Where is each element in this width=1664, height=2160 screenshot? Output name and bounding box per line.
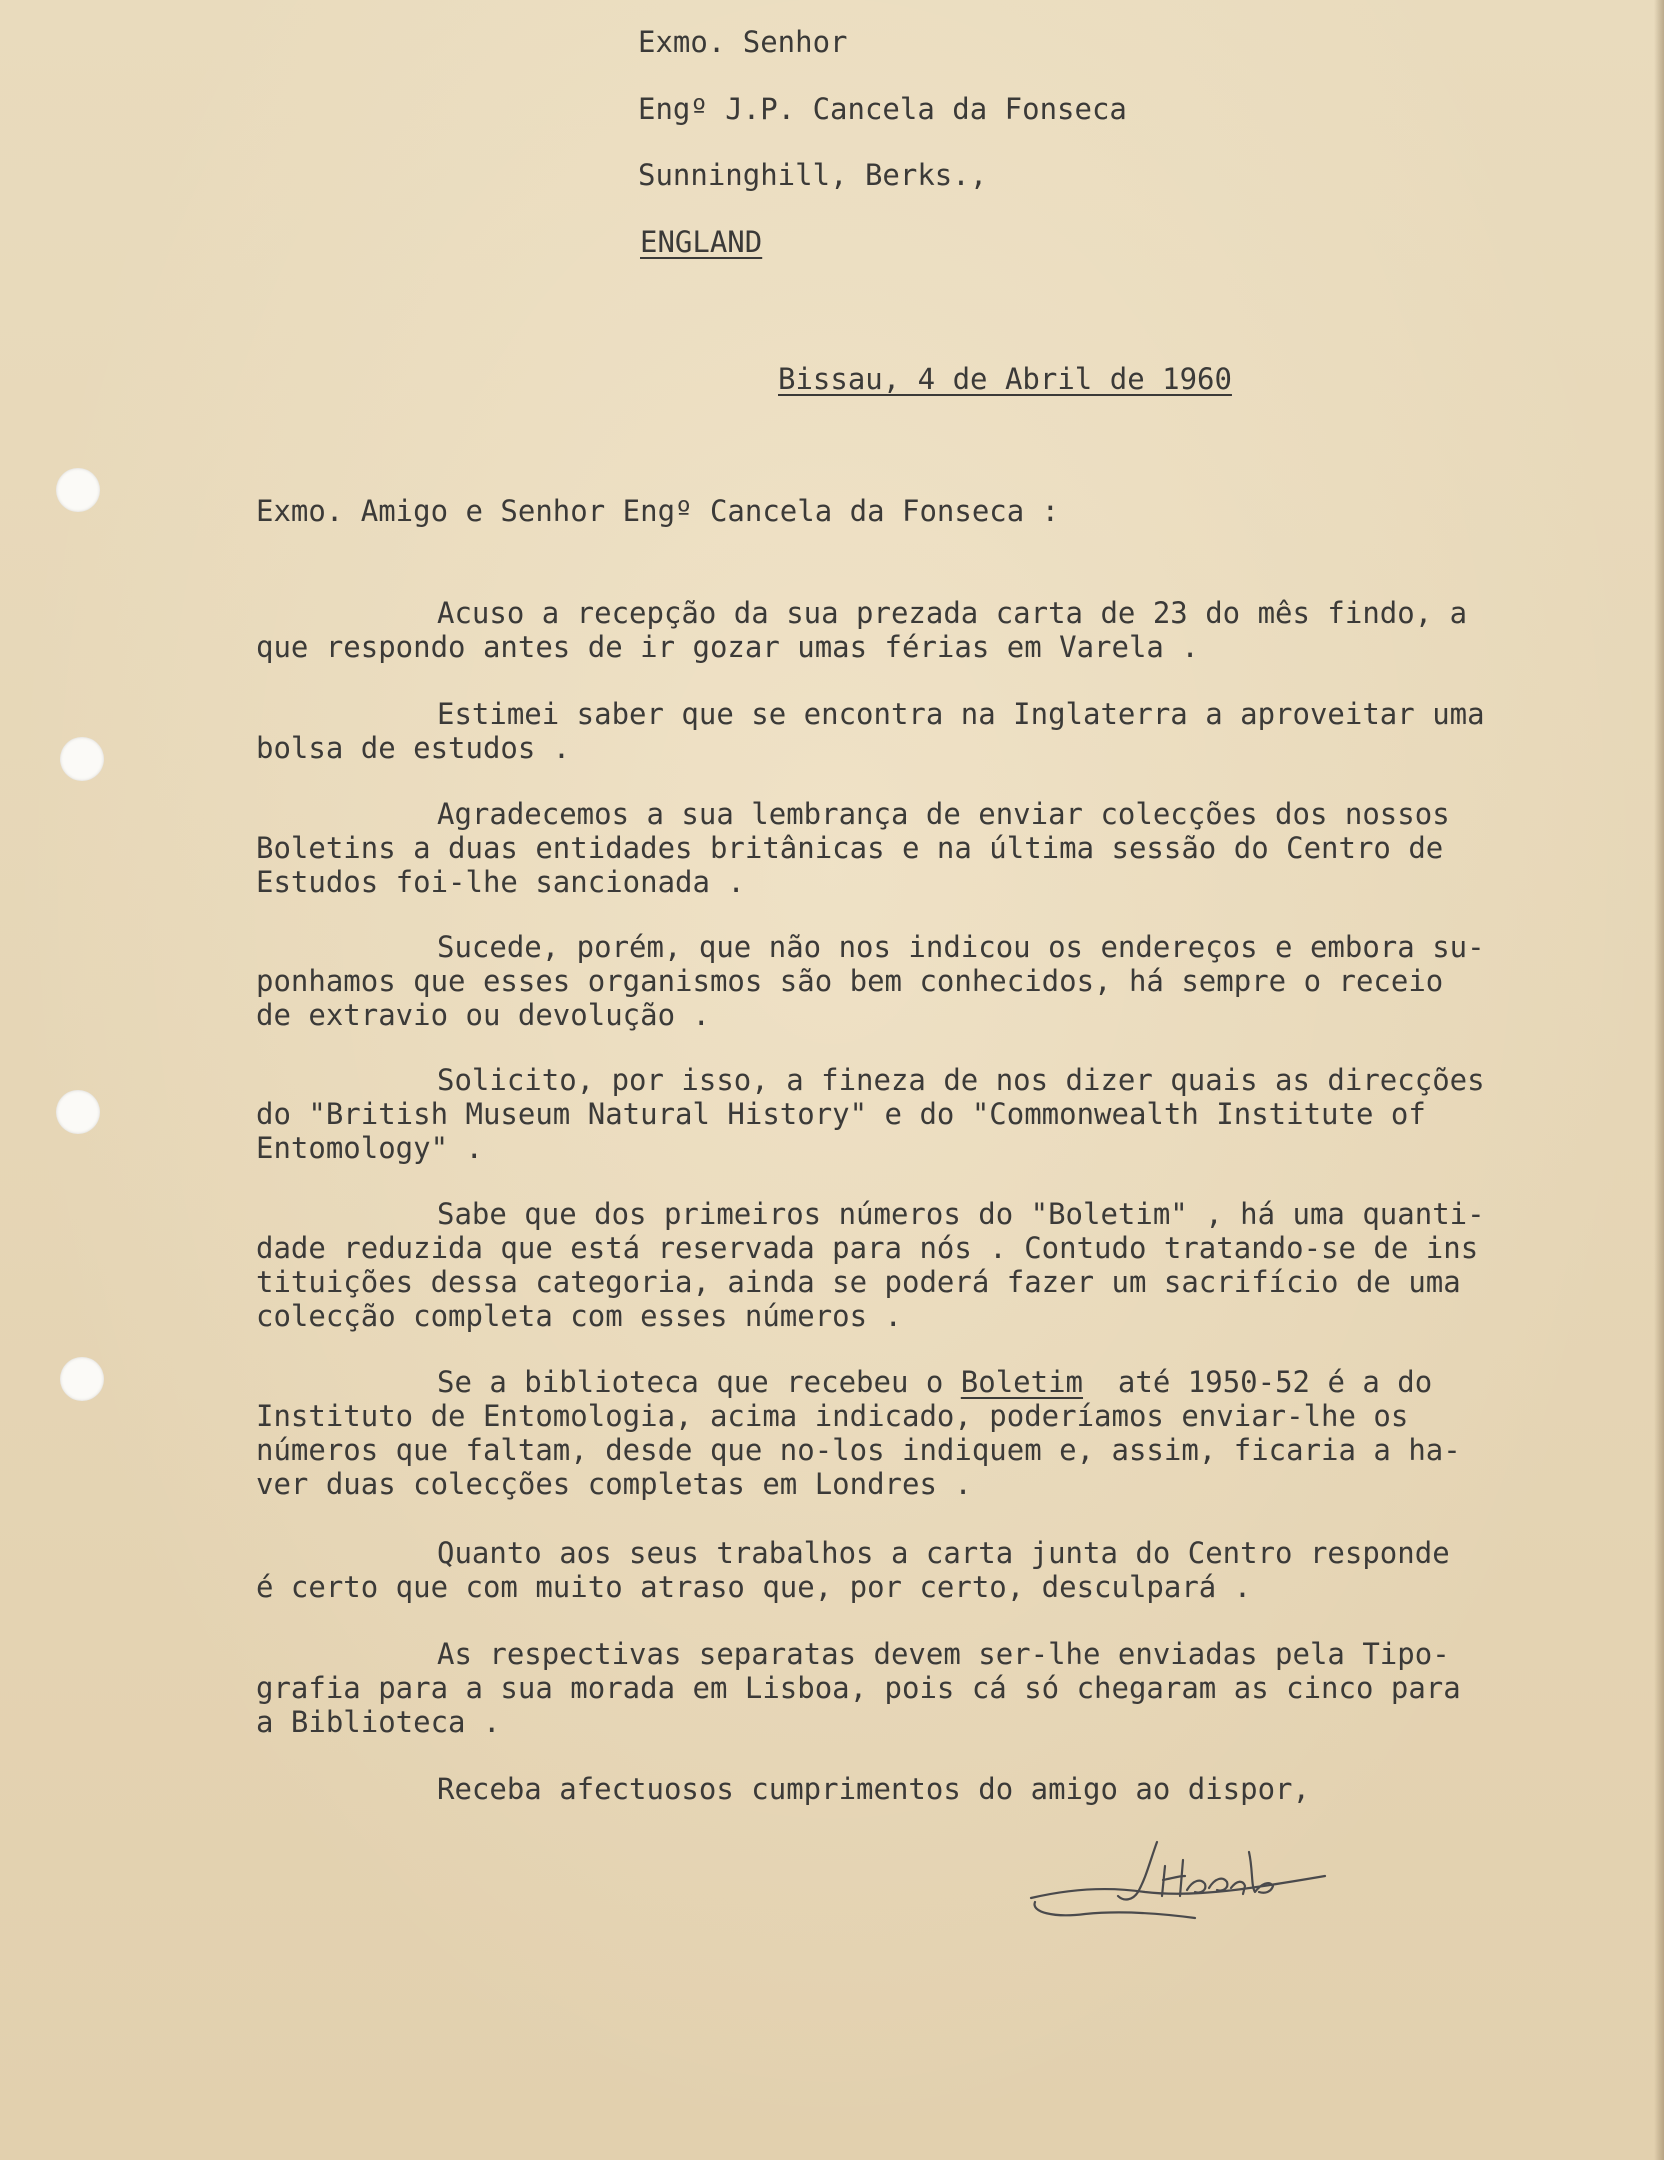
address-line-4: ENGLAND	[640, 225, 763, 259]
paragraph-6-line-3: tituições dessa categoria, ainda se poderá fazer um sacrifício de uma	[256, 1265, 1461, 1299]
date-line: Bissau, 4 de Abril de 1960	[778, 362, 1232, 396]
address-line-3: Sunninghill, Berks.,	[638, 158, 988, 192]
signature-image	[1025, 1830, 1345, 1930]
address-line-1: Exmo. Senhor	[638, 25, 848, 59]
paragraph-6-line-4: colecção completa com esses números .	[256, 1299, 903, 1333]
paragraph-3-line-3: Estudos foi-lhe sancionada .	[256, 865, 745, 899]
punch-hole	[56, 468, 100, 512]
punch-hole	[60, 1357, 104, 1401]
paragraph-9-line-2: grafia para a sua morada em Lisboa, pois cá só chegaram as cinco para	[256, 1671, 1461, 1705]
closing-line: Receba afectuosos cumprimentos do amigo ao dispor,	[437, 1772, 1310, 1806]
paragraph-6-line-2: dade reduzida que está reservada para nós . Contudo tratando-se de ins	[256, 1231, 1479, 1265]
paragraph-1-line-1: Acuso a recepção da sua prezada carta de 23 do mês findo, a	[437, 596, 1468, 630]
paragraph-8-line-1: Quanto aos seus trabalhos a carta junta do Centro responde	[437, 1536, 1450, 1570]
paragraph-3-line-2: Boletins a duas entidades britânicas e na última sessão do Centro de	[256, 831, 1444, 865]
paragraph-7-line-1-after: até 1950-52 é a do	[1083, 1365, 1433, 1399]
punch-hole	[56, 1090, 100, 1134]
paragraph-7-line-3: números que faltam, desde que no-los indiquem e, assim, ficaria a ha-	[256, 1433, 1461, 1467]
paragraph-9-line-3: a Biblioteca .	[256, 1705, 501, 1739]
salutation: Exmo. Amigo e Senhor Engº Cancela da Fonseca :	[256, 494, 1060, 528]
paragraph-6-line-1: Sabe que dos primeiros números do "Boletim" , há uma quanti-	[437, 1197, 1485, 1231]
paragraph-8-line-2: é certo que com muito atraso que, por certo, desculpará .	[256, 1570, 1252, 1604]
paragraph-1-line-2: que respondo antes de ir gozar umas férias em Varela .	[256, 630, 1199, 664]
paragraph-3-line-1: Agradecemos a sua lembrança de enviar colecções dos nossos	[437, 797, 1450, 831]
paragraph-2-line-1: Estimei saber que se encontra na Inglaterra a aproveitar uma	[437, 697, 1485, 731]
paragraph-5-line-3: Entomology" .	[256, 1131, 483, 1165]
punch-hole	[60, 737, 104, 781]
paragraph-4-line-3: de extravio ou devolução .	[256, 998, 710, 1032]
paragraph-4-line-2: ponhamos que esses organismos são bem conhecidos, há sempre o receio	[256, 964, 1444, 998]
paragraph-5-line-1: Solicito, por isso, a fineza de nos dizer quais as direcções	[437, 1063, 1485, 1097]
paragraph-4-line-1: Sucede, porém, que não nos indicou os endereços e embora su-	[437, 930, 1485, 964]
paragraph-7-line-1	[437, 1365, 1432, 1399]
boletim-underlined: Boletim	[960, 1365, 1084, 1399]
paragraph-7-line-2: Instituto de Entomologia, acima indicado, poderíamos enviar-lhe os	[256, 1399, 1409, 1433]
paragraph-2-line-2: bolsa de estudos .	[256, 731, 571, 765]
page-edge-shadow	[1654, 0, 1664, 2160]
paragraph-5-line-2: do "British Museum Natural History" e do "Commonwealth Institute of	[256, 1097, 1426, 1131]
paragraph-7-line-1-before: Se a biblioteca que recebeu o	[437, 1365, 961, 1399]
paragraph-7-line-4: ver duas colecções completas em Londres .	[256, 1467, 972, 1501]
paragraph-9-line-1: As respectivas separatas devem ser-lhe enviadas pela Tipo-	[437, 1637, 1450, 1671]
address-line-2: Engº J.P. Cancela da Fonseca	[638, 92, 1127, 126]
